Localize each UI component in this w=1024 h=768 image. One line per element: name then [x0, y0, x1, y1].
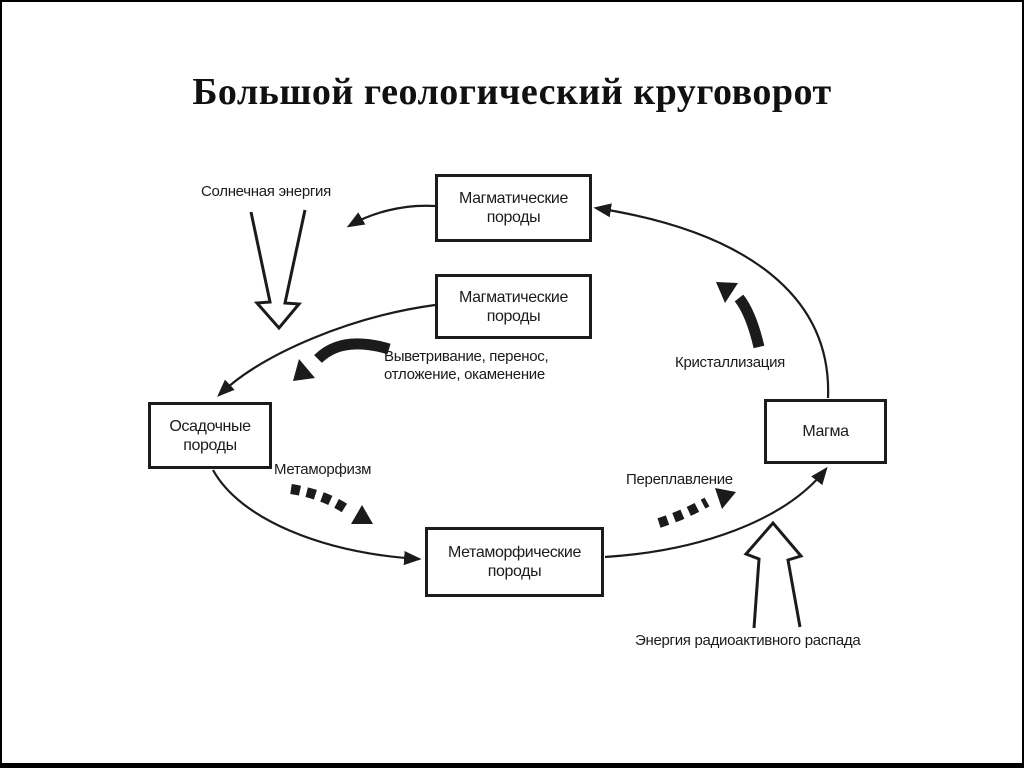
- node-igneous-rocks-mid: [435, 274, 592, 339]
- node-label: Магматические: [459, 288, 568, 306]
- cycle-diagram-canvas: [2, 2, 1024, 768]
- node-label: породы: [487, 563, 542, 580]
- node-label: Метаморфические: [448, 544, 581, 561]
- node-label: Магматические: [459, 190, 568, 207]
- node-igneous-rocks-top: [435, 174, 592, 242]
- label-weathering-line1: Выветривание, перенос,: [384, 348, 549, 365]
- label-weathering-line2: отложение, окаменение: [384, 366, 545, 383]
- label-solar-energy: Солнечная энергия: [201, 183, 331, 200]
- metamorphism-arrow: [291, 489, 373, 524]
- node-sedimentary-rocks: [148, 402, 272, 469]
- label-weathering: [384, 348, 548, 384]
- label-remelting: Переплавление: [626, 471, 733, 488]
- node-metamorphic-rocks: [425, 527, 604, 597]
- remelting-arrow: [659, 488, 736, 523]
- node-label: Осадочные: [169, 417, 251, 435]
- node-label: Магма: [802, 423, 849, 440]
- label-radioactive-decay: Энергия радиоактивного распада: [635, 632, 861, 649]
- crystallization-arrow: [716, 282, 759, 347]
- radioactive-decay-arrow: [746, 523, 801, 628]
- label-metamorphism: Метаморфизм: [274, 461, 372, 478]
- node-label: породы: [486, 307, 541, 325]
- node-label: породы: [183, 436, 237, 454]
- node-magma: [764, 399, 887, 464]
- arc-igneous-top-weathering-exit: [349, 206, 435, 226]
- label-crystallization: Кристаллизация: [675, 354, 785, 371]
- weathering-arrow: [293, 344, 389, 381]
- arc-sedimentary-to-metamorphic: [213, 470, 419, 559]
- node-label: породы: [486, 209, 541, 226]
- page-title: Большой геологический круговорот: [192, 71, 832, 113]
- solar-energy-arrow: [251, 210, 305, 328]
